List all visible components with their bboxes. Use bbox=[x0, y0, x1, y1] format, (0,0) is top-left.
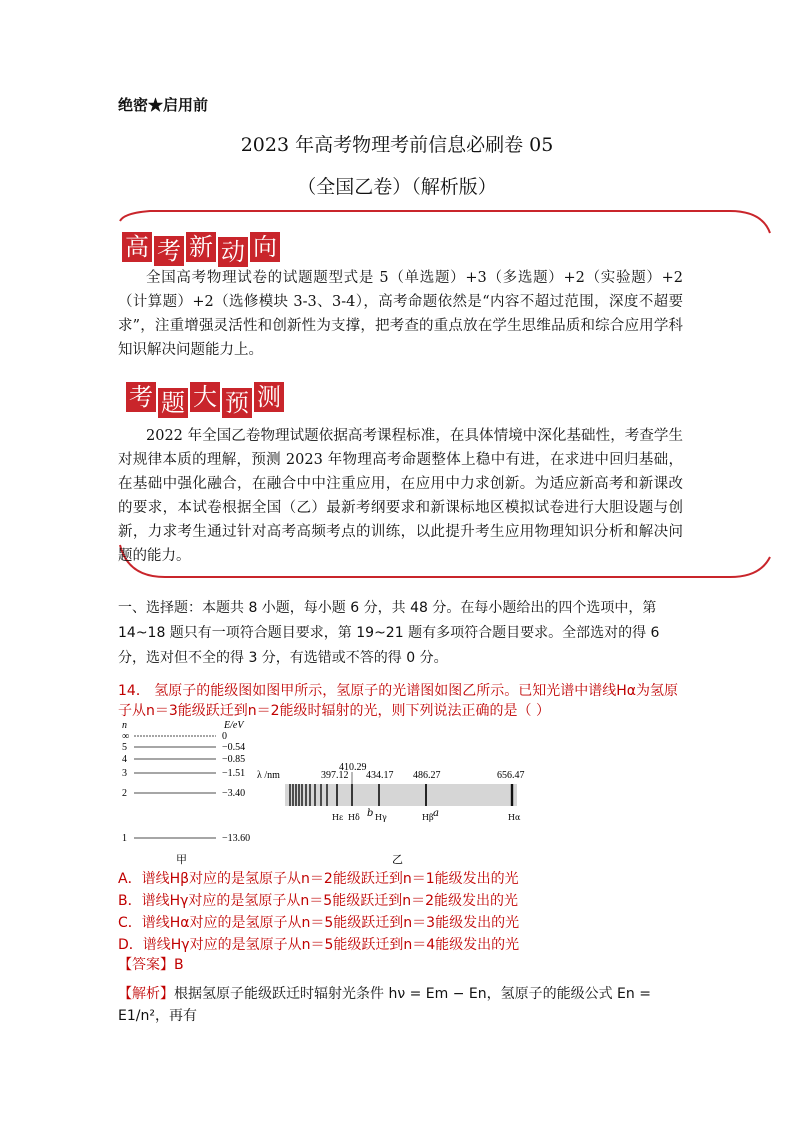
stamp-char: 动 bbox=[218, 237, 248, 267]
level-inf bbox=[122, 731, 227, 742]
option-d: D．谱线Hγ对应的是氢原子从n＝5能级跃迁到n＝4能级发出的光 bbox=[118, 937, 520, 953]
figure-caption-yi: 乙 bbox=[392, 853, 403, 866]
level-2 bbox=[122, 788, 245, 799]
spectrum-diagram bbox=[255, 732, 545, 866]
level-n: 4 bbox=[122, 754, 127, 765]
analysis-label: 【解析】 bbox=[118, 986, 174, 1002]
wavelength-label: 434.17 bbox=[366, 770, 394, 781]
stamp-char: 考 bbox=[154, 236, 184, 266]
level-e: −13.60 bbox=[222, 833, 251, 844]
line-name: Hα bbox=[508, 813, 521, 822]
confidential-label: 绝密★启用前 bbox=[118, 96, 209, 114]
wavelength-unit: λ /nm bbox=[257, 770, 280, 781]
stamp-char: 测 bbox=[254, 382, 284, 412]
mark-b: b bbox=[367, 808, 374, 819]
spectrum-band bbox=[285, 784, 517, 806]
energy-axis-label: E/eV bbox=[224, 720, 244, 731]
prediction-stamp bbox=[126, 382, 284, 418]
line-name: Hβ bbox=[422, 813, 434, 822]
stamp-char: 考 bbox=[126, 382, 156, 412]
line-name: Hγ bbox=[375, 813, 387, 822]
stamp-char: 题 bbox=[158, 388, 188, 418]
wavelength-label: 410.29 bbox=[339, 762, 367, 773]
wavelength-label: 486.27 bbox=[413, 770, 441, 781]
level-n: 3 bbox=[122, 768, 127, 779]
level-e: −0.85 bbox=[222, 754, 246, 765]
stamp-char: 向 bbox=[250, 232, 280, 262]
level-3 bbox=[122, 768, 245, 779]
level-n: 1 bbox=[122, 833, 127, 844]
wavelength-label: 397.12 bbox=[321, 770, 349, 781]
level-5 bbox=[122, 742, 245, 753]
prediction-paragraph: 2022 年全国乙卷物理试题依据高考课程标准，在具体情境中深化基础性，考查学生对规律本质的理解，预测 2023 年物理高考命题整体上稳中有进，在求进中回归基础，在基础中强化融合，在融合中中注重应用，在应用中力求创新。为适应新高考和新课改的要求，本试卷根据全国（乙）最新考纲要求和新课标地区模拟试卷进行大胆设题与创新，力求考生通过针对高考高频考点的训练，以此提升考生应用物理知识分析和解决问题的能力。 bbox=[118, 428, 683, 564]
level-e: −3.40 bbox=[222, 788, 246, 799]
level-n: 2 bbox=[122, 788, 127, 799]
line-name: Hε bbox=[332, 813, 344, 822]
line-name: Hδ bbox=[348, 813, 360, 822]
option-b: B．谱线Hγ对应的是氢原子从n＝5能级跃迁到n＝2能级发出的光 bbox=[118, 893, 518, 909]
trend-paragraph: 全国高考物理试卷的试题题型式是 5（单选题）+3（多选题）+2（实验题）+2（计算题）+2（选修模块 3-3、3-4），高考命题依然是“内容不超过范围，深度不超要求”，注重增强灵活性和创新性为支撑，把考查的重点放在学生思维品质和综合应用学科知识解决问题能力上。 bbox=[118, 270, 683, 358]
level-4 bbox=[122, 754, 245, 765]
stamp-char: 新 bbox=[186, 232, 216, 262]
level-e: −0.54 bbox=[222, 742, 246, 753]
n-axis-label: n bbox=[122, 720, 127, 731]
stamp-char: 高 bbox=[122, 232, 152, 262]
question-14-stem: 14． 氢原子的能级图如图甲所示，氢原子的光谱图如图乙所示。已知光谱中谱线Hα为氢原子从n＝3能级跃迁到n＝2能级时辐射的光，则下列说法正确的是（ ） bbox=[118, 683, 679, 719]
analysis-text: 根据氢原子能级跃迁时辐射光条件 hν = Em − En，氢原子的能级公式 En = E1/n²，再有 bbox=[118, 986, 651, 1024]
stamp-char: 大 bbox=[190, 382, 220, 412]
level-e: −1.51 bbox=[222, 768, 246, 779]
option-a: A．谱线Hβ对应的是氢原子从n＝2能级跃迁到n＝1能级发出的光 bbox=[118, 871, 519, 887]
level-e: 0 bbox=[222, 731, 227, 742]
level-n: 5 bbox=[122, 742, 127, 753]
mark-a: a bbox=[433, 808, 439, 819]
page-title: 2023 年高考物理考前信息必刷卷 05 bbox=[240, 134, 554, 156]
wavelength-label: 656.47 bbox=[497, 770, 525, 781]
page-subtitle: （全国乙卷）（解析版） bbox=[297, 176, 497, 198]
figure-caption-jia: 甲 bbox=[176, 853, 187, 866]
analysis bbox=[118, 983, 683, 1027]
level-1 bbox=[122, 833, 250, 844]
section-instructions: 一、选择题：本题共 8 小题，每小题 6 分，共 48 分。在每小题给出的四个选项中，第 14~18 题只有一项符合题目要求，第 19~21 题有多项符合题目要求。全部选对的得 6 分，选对但不全的得 3 分，有选错或不答的得 0 分。 bbox=[118, 600, 660, 666]
option-c: C．谱线Hα对应的是氢原子从n＝5能级跃迁到n＝3能级发出的光 bbox=[118, 915, 520, 931]
stamp-char: 预 bbox=[222, 388, 252, 418]
level-n: ∞ bbox=[122, 731, 130, 742]
answer: 【答案】B bbox=[118, 957, 184, 973]
trend-stamp bbox=[122, 232, 280, 267]
